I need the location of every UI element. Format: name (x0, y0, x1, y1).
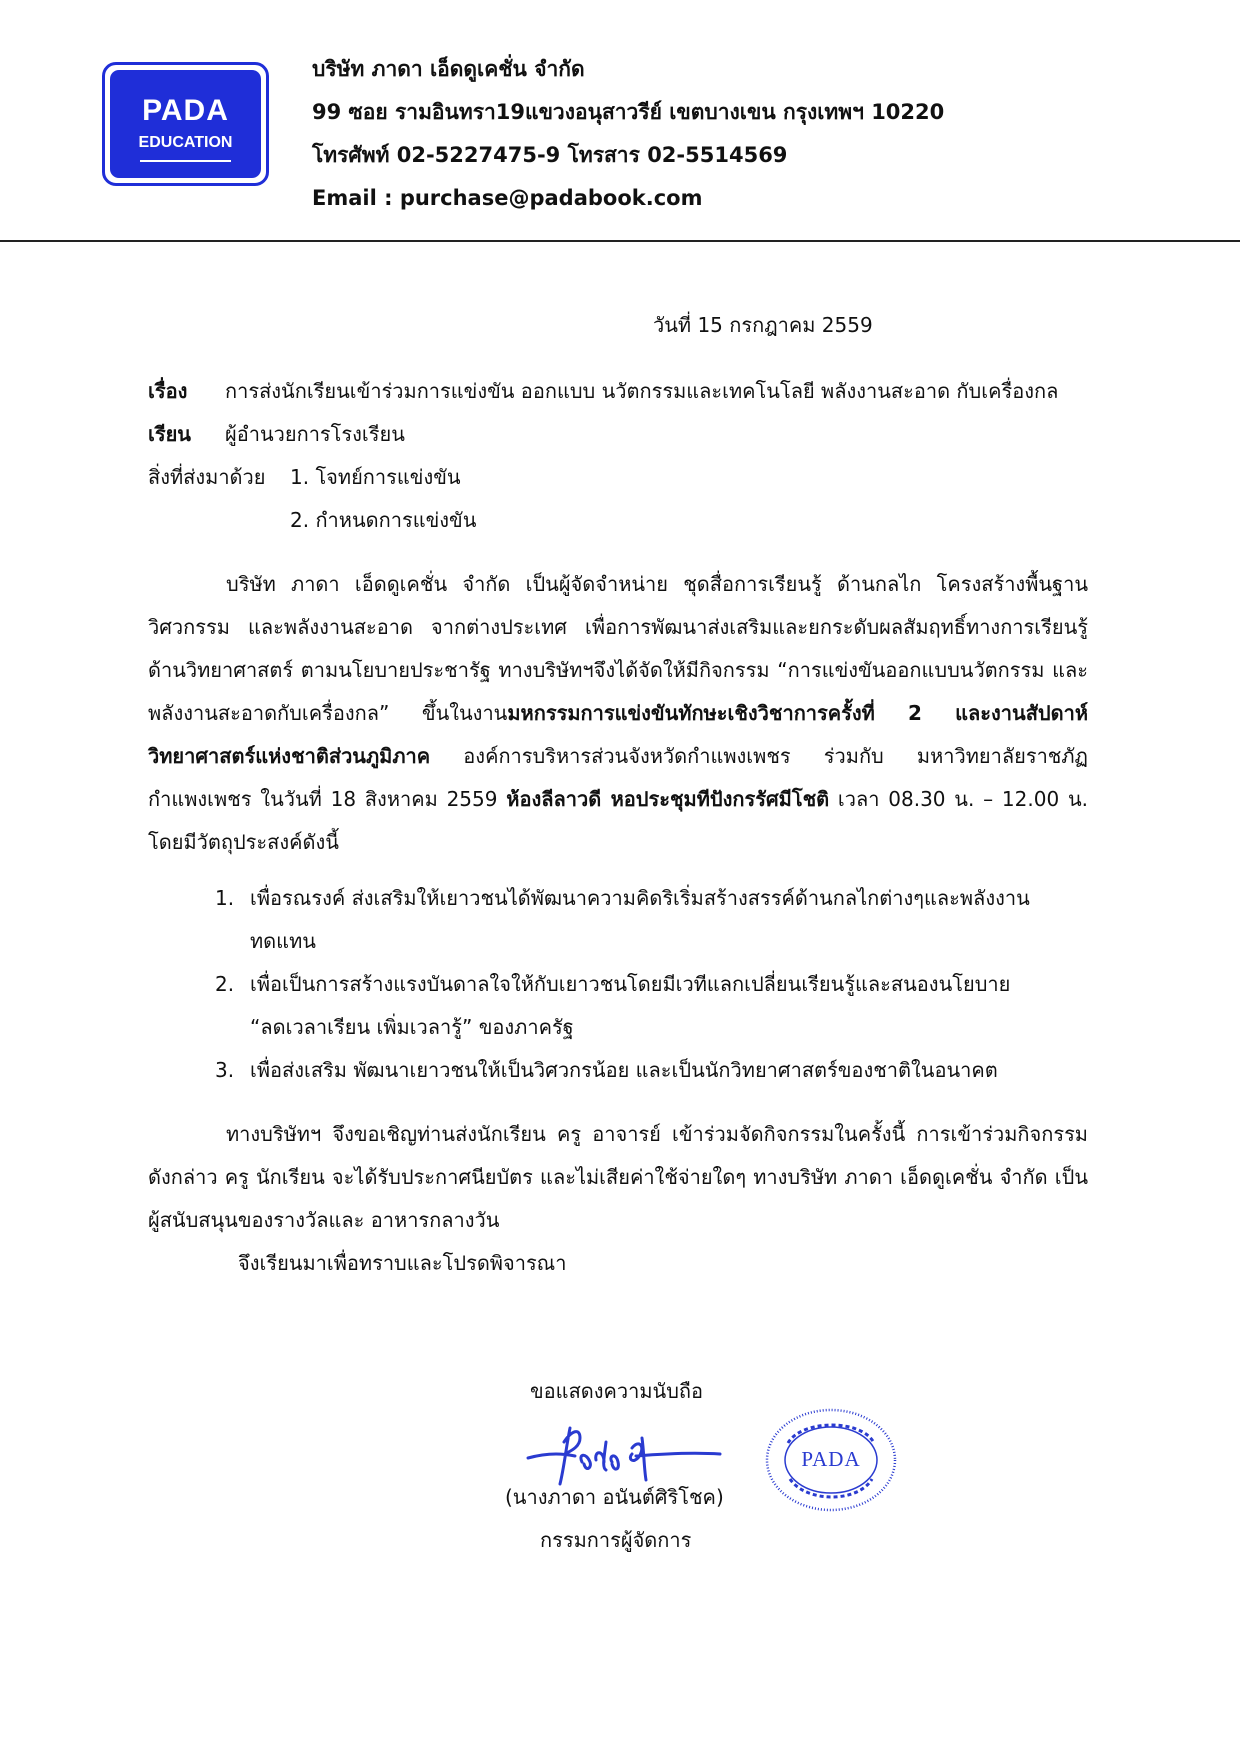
objective-1-line1: เพื่อรณรงค์ ส่งเสริมให้เยาวชนได้พัฒนาความคิดริเริ่มสร้างสรรค์ด้านกลไกต่างๆและพลังงาน (250, 886, 1030, 910)
regards: ขอแสดงความนับถือ (530, 1379, 704, 1403)
paragraph1-part1: บริษัท ภาดา เอ็ดดูเคชั่น จำกัด เป็นผู้จัดจำหน่าย ชุดสื่อการเรียนรู้ ด้านกลไก โครงสร้างพื้นฐาน วิศวกรรม และพลังงานสะอาด จากต่างประเทศ เพื่อการพัฒนาส่งเสริมและยกระดับผลสัมฤทธิ์ทางการเรียนรู้ ด้านวิทยาศาสตร์ ตามนโยบายประชารัฐ ทางบริษัทฯจึงได้จัดให้มีกิจกรรม “การแข่งขันออกแบบนวัตกรรม และพลังงานสะอาดกับเครื่องกล” ขึ้นในงาน (148, 572, 1088, 725)
company-info (312, 48, 944, 220)
subject-text: การส่งนักเรียนเข้าร่วมการแข่งขัน ออกแบบ นวัตกรรมและเทคโนโลยี พลังงานสะอาด กับเครื่องกล (225, 379, 1059, 403)
body-paragraph-1 (148, 563, 1088, 864)
objective-2-line1: เพื่อเป็นการสร้างแรงบันดาลใจให้กับเยาวชนโดยมีเวทีแลกเปลี่ยนเรียนรู้และสนองนโยบาย (250, 972, 1011, 996)
subject-label: เรื่อง (148, 379, 188, 403)
letter-date: วันที่ 15 กรกฎาคม 2559 (653, 313, 873, 337)
company-email: Email : purchase@padabook.com (312, 186, 703, 210)
logo-title: PADA (142, 94, 229, 127)
objective-3-line1: เพื่อส่งเสริม พัฒนาเยาวชนให้เป็นวิศวกรน้อย และเป็นนักวิทยาศาสตร์ของชาติในอนาคต (250, 1058, 998, 1082)
closing-request: จึงเรียนมาเพื่อทราบและโปรดพิจารณา (238, 1251, 567, 1275)
enclosure-label: สิ่งที่ส่งมาด้วย (148, 465, 266, 489)
seal-text: PADA (801, 1447, 861, 1471)
paragraph1-part3: เวลา 08.30 น. – 12.00 น. โดยมีวัตถุประสงค์ดังนี้ (148, 787, 1088, 854)
company-logo (102, 62, 269, 186)
enclosure-item-2: 2. กำหนดการแข่งขัน (290, 508, 477, 532)
to-label: เรียน (148, 422, 191, 446)
to-text: ผู้อำนวยการโรงเรียน (225, 422, 405, 446)
company-phone: โทรศัพท์ 02-5227475-9 โทรสาร 02-5514569 (312, 143, 788, 167)
company-address: 99 ซอย รามอินทรา19แขวงอนุสาวรีย์ เขตบางเขน กรุงเทพฯ 10220 (312, 100, 945, 124)
objective-1-line2: ทดแทน (250, 929, 316, 953)
logo-rule (140, 160, 231, 162)
company-name: บริษัท ภาดา เอ็ดดูเคชั่น จำกัด (312, 57, 585, 81)
paragraph1-bold-event: มหกรรมการแข่งขันทักษะเชิงวิชาการครั้งที่ 2 และงานสัปดาห์วิทยาศาสตร์แห่งชาติส่วนภูมิภาค (148, 701, 1089, 768)
objective-2-line2: “ลดเวลาเรียน เพิ่มเวลารู้” ของภาครัฐ (250, 1015, 574, 1039)
logo-subtitle: EDUCATION (138, 134, 233, 151)
enclosure-item-1: 1. โจทย์การแข่งขัน (290, 465, 461, 489)
body-paragraph-2 (148, 1113, 1088, 1242)
paragraph1-part2: องค์การบริหารส่วนจังหวัดกำแพงเพชร ร่วมกับ มหาวิทยาลัยราชภัฏกำแพงเพชร ในวันที่ 18 สิงหาคม 2559 (148, 744, 1088, 811)
objective-1-number: 1. (215, 886, 235, 910)
header-divider (0, 240, 1240, 242)
paragraph2-text: ทางบริษัทฯ จึงขอเชิญท่านส่งนักเรียน ครู อาจารย์ เข้าร่วมจัดกิจกรรมในครั้งนี้ การเข้าร่วมกิจกรรม ดังกล่าว ครู นักเรียน จะได้รับประกาศนียบัตร และไม่เสียค่าใช้จ่ายใดๆ ทางบริษัท ภาดา เอ็ดดูเคชั่น จำกัด เป็นผู้สนับสนุนของรางวัลและ อาหารกลางวัน (148, 1122, 1088, 1232)
company-seal (762, 1405, 900, 1515)
objective-2-number: 2. (215, 972, 235, 996)
paragraph1-bold-venue: ห้องลีลาวดี หอประชุมทีปังกรรัศมีโชติ (506, 787, 830, 811)
signer-position: กรรมการผู้จัดการ (540, 1528, 692, 1552)
objective-3-number: 3. (215, 1058, 235, 1082)
signer-name: (นางภาดา อนันต์ศิริโชค) (505, 1485, 724, 1509)
